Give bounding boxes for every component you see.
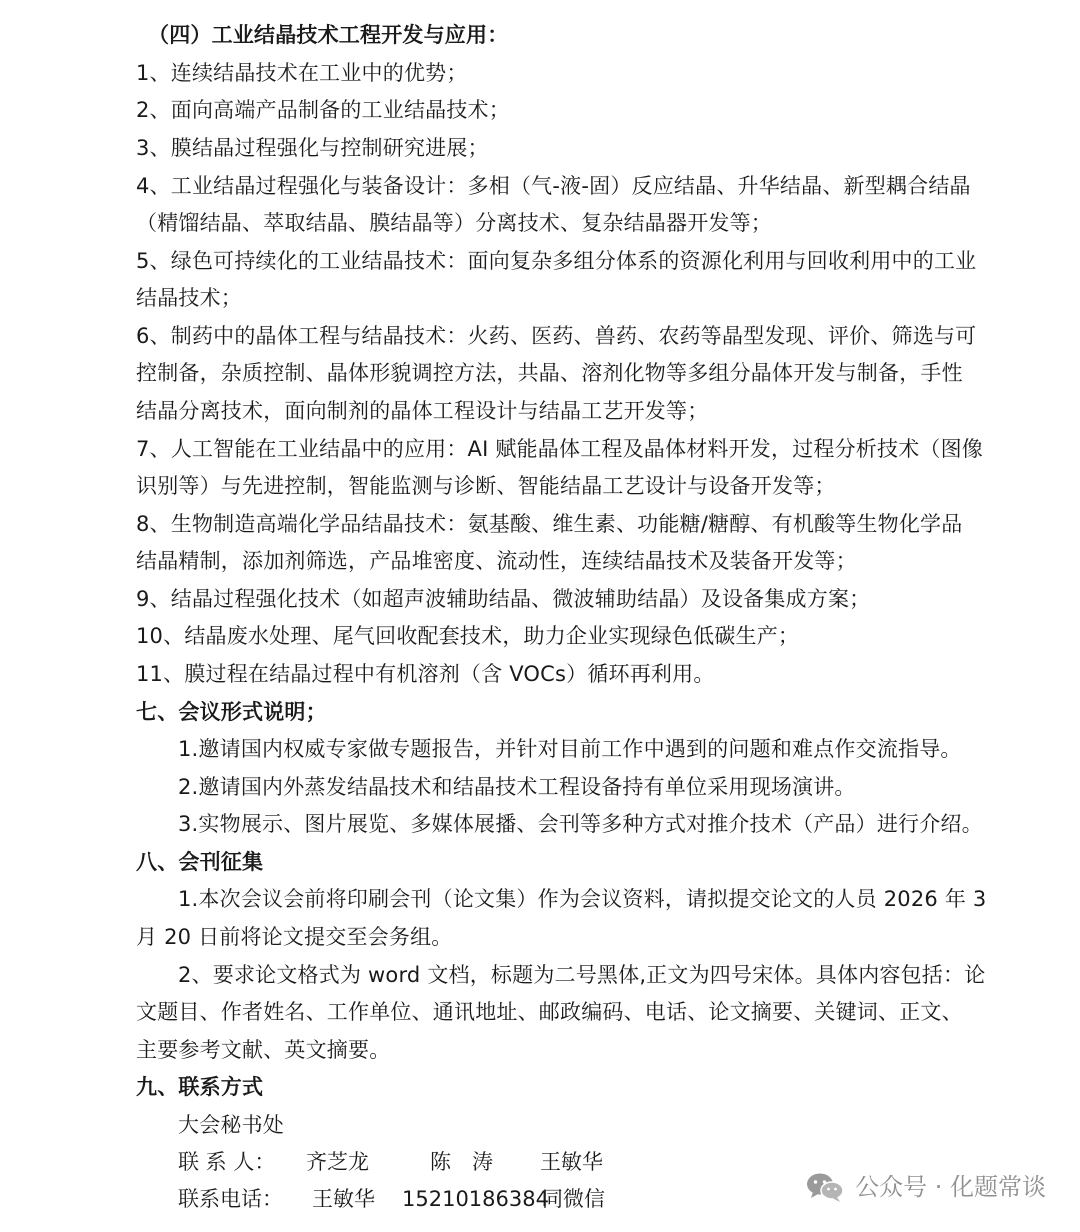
section4-item: 4、工业结晶过程强化与装备设计：多相（气-液-固）反应结晶、升华结晶、新型耦合结晶: [136, 174, 971, 198]
section4-item: 结晶分离技术，面向制剂的晶体工程设计与结晶工艺开发等；: [136, 399, 709, 423]
section4-item: 控制备，杂质控制、晶体形貌调控方法，共晶、溶剂化物等多组分晶体开发与制备，手性: [136, 361, 963, 385]
section4-item: 10、结晶废水处理、尾气回收配套技术，助力企业实现绿色低碳生产；: [136, 624, 800, 648]
section7-item: 3.实物展示、图片展览、多媒体展播、会刊等多种方式对推介技术（产品）进行介绍。: [178, 812, 983, 836]
wechat-watermark: [805, 1170, 1046, 1204]
contact-phone-note: 同微信: [542, 1187, 605, 1211]
section8-item: 2、要求论文格式为 word 文档，标题为二号黑体,正文为四号宋体。具体内容包括：论: [178, 963, 986, 987]
section4-item: 识别等）与先进控制，智能监测与诊断、智能结晶工艺设计与设备开发等；: [136, 474, 836, 498]
section4-item: 1、连续结晶技术在工业中的优势；: [136, 61, 468, 85]
section8-item: 1.本次会议会前将印刷会刊（论文集）作为会议资料，请拟提交论文的人员 2026 年 3: [178, 887, 987, 911]
section8-item: 文题目、作者姓名、工作单位、通讯地址、邮政编码、电话、论文摘要、关键词、正文、: [136, 1000, 963, 1024]
contact-phone-number: 15210186384: [402, 1187, 549, 1211]
contact-phone-label: 联系电话：: [178, 1187, 283, 1211]
watermark-text: 公众号 · 化题常谈: [855, 1173, 1046, 1201]
section8-item: 月 20 日前将论文提交至会务组。: [136, 925, 453, 949]
section4-item: 6、制药中的晶体工程与结晶技术：火药、医药、兽药、农药等晶型发现、评价、筛选与可: [136, 324, 977, 348]
section4-item: 11、膜过程在结晶过程中有机溶剂（含 VOCs）循环再利用。: [136, 662, 715, 686]
section4-item: 结晶技术；: [136, 286, 242, 310]
section4-item: 3、膜结晶过程强化与控制研究进展；: [136, 136, 489, 160]
contact-person-name: 陈 涛: [430, 1150, 493, 1174]
section4-title: （四）工业结晶技术工程开发与应用：: [148, 23, 509, 47]
secretariat-label: 大会秘书处: [178, 1113, 284, 1137]
section7-title: 七、会议形式说明；: [136, 700, 327, 724]
section4-item: 结晶精制，添加剂筛选，产品堆密度、流动性，连续结晶技术及装备开发等；: [136, 549, 857, 573]
contact-person-name: 王敏华: [540, 1150, 603, 1174]
section9-title: 九、联系方式: [136, 1075, 264, 1099]
section4-item: 8、生物制造高端化学品结晶技术：氨基酸、维生素、功能糖/糖醇、有机酸等生物化学品: [136, 512, 963, 536]
section4-item: 7、人工智能在工业结晶中的应用：AI 赋能晶体工程及晶体材料开发，过程分析技术（图像: [136, 437, 983, 461]
wechat-icon: [805, 1171, 845, 1203]
contact-person-label: 联 系 人：: [178, 1150, 276, 1174]
contact-phone-name: 王敏华: [312, 1187, 375, 1211]
section4-item: 2、面向高端产品制备的工业结晶技术；: [136, 98, 510, 122]
section8-title: 八、会刊征集: [136, 850, 264, 874]
contact-person-name: 齐芝龙: [306, 1150, 369, 1174]
section7-item: 1.邀请国内权威专家做专题报告，并针对目前工作中遇到的问题和难点作交流指导。: [178, 737, 962, 761]
section8-item: 主要参考文献、英文摘要。: [136, 1038, 391, 1062]
section4-item: 9、结晶过程强化技术（如超声波辅助结晶、微波辅助结晶）及设备集成方案；: [136, 587, 871, 611]
section4-item: （精馏结晶、萃取结晶、膜结晶等）分离技术、复杂结晶器开发等；: [136, 211, 772, 235]
section4-item: 5、绿色可持续化的工业结晶技术：面向复杂多组分体系的资源化利用与回收利用中的工业: [136, 249, 977, 273]
section7-item: 2.邀请国内外蒸发结晶技术和结晶技术工程设备持有单位采用现场演讲。: [178, 775, 856, 799]
